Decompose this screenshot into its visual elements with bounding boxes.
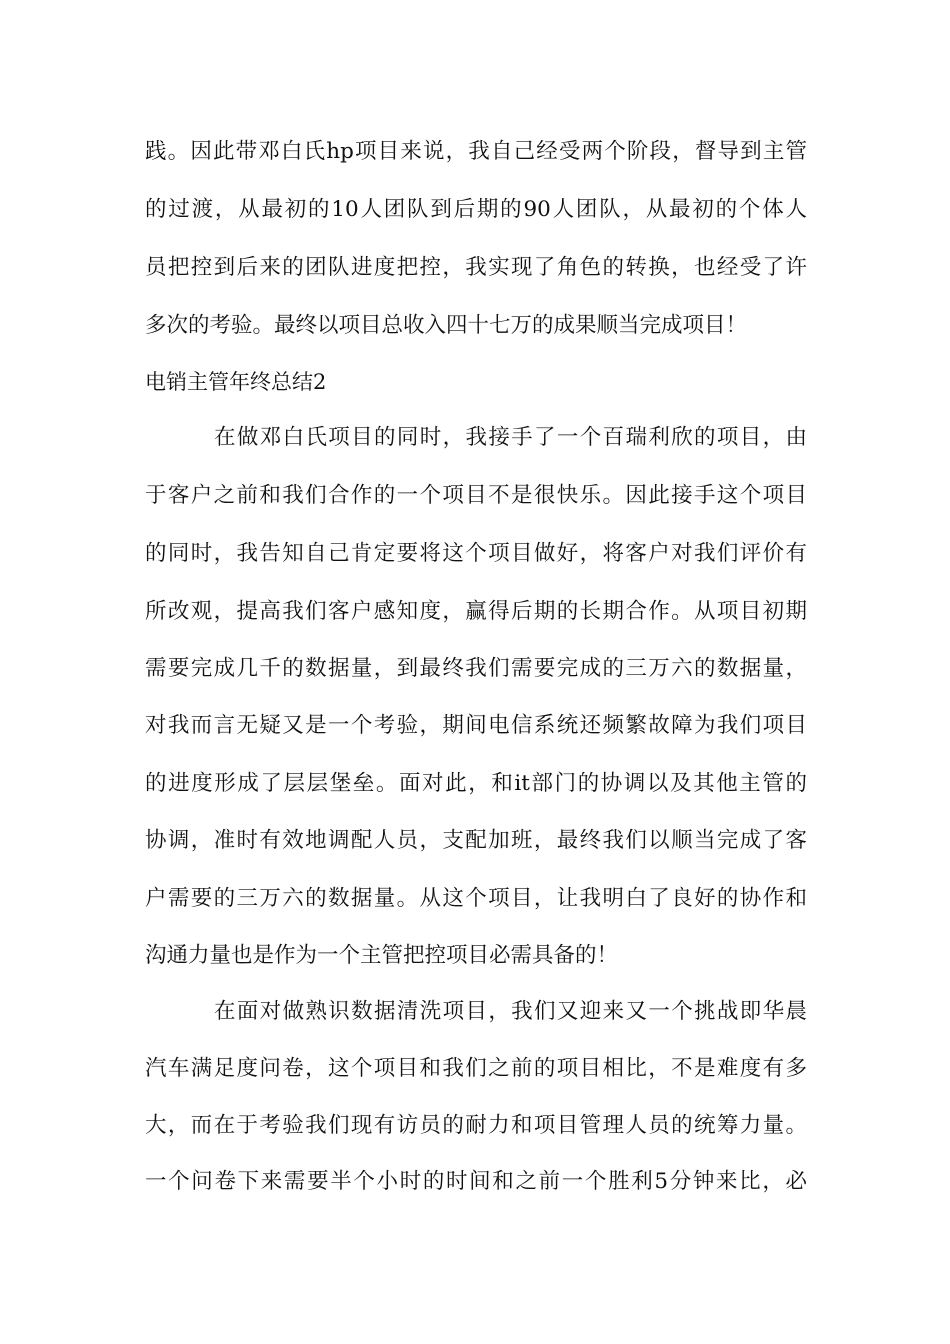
paragraph-2-line-3: 的同时，我告知自己肯定要将这个项目做好，将客户对我们评价有 xyxy=(145,541,807,566)
paragraph-2-line-5: 需要完成几千的数据量，到最终我们需要完成的三万六的数据量， xyxy=(145,656,807,681)
paragraph-1-line-4: 多次的考验。最终以项目总收入四十七万的成果顺当完成项目！ xyxy=(145,313,748,338)
paragraph-2-line-10: 沟通力量也是作为一个主管把控项目必需具备的！ xyxy=(145,943,619,968)
paragraph-2-line-9: 户需要的三万六的数据量。从这个项目，让我明白了良好的协作和 xyxy=(145,886,807,911)
paragraph-2-line-8: 协调，准时有效地调配人员，支配加班，最终我们以顺当完成了客 xyxy=(145,828,807,853)
paragraph-2-line-6: 对我而言无疑又是一个考验，期间电信系统还频繁故障为我们项目 xyxy=(145,713,807,738)
paragraph-3-line-3: 大，而在于考验我们现有访员的耐力和项目管理人员的统筹力量。 xyxy=(145,1113,807,1138)
paragraph-2-line-4: 所改观，提高我们客户感知度，赢得后期的长期合作。从项目初期 xyxy=(145,599,807,624)
paragraph-2-line-2: 于客户之前和我们合作的一个项目不是很快乐。因此接手这个项目 xyxy=(145,483,807,508)
section-heading: 电销主管年终总结2 xyxy=(145,370,327,394)
paragraph-3-line-4: 一个问卷下来需要半个小时的时间和之前一个胜利5分钟来比，必 xyxy=(145,1169,807,1194)
paragraph-1-line-3: 员把控到后来的团队进度把控，我实现了角色的转换，也经受了许 xyxy=(145,255,807,280)
paragraph-2-line-7: 的进度形成了层层堡垒。面对此，和it部门的协调以及其他主管的 xyxy=(145,771,807,796)
paragraph-3-line-2: 汽车满足度问卷，这个项目和我们之前的项目相比，不是难度有多 xyxy=(145,1056,807,1081)
paragraph-3-line-1: 在面对做熟识数据清洗项目，我们又迎来又一个挑战即华晨 xyxy=(214,999,807,1024)
paragraph-1-line-2: 的过渡，从最初的10人团队到后期的90人团队，从最初的个体人 xyxy=(145,197,807,222)
paragraph-2-line-1: 在做邓白氏项目的同时，我接手了一个百瑞利欣的项目，由 xyxy=(214,425,807,450)
paragraph-1-line-1: 践。因此带邓白氏hp项目来说，我自己经受两个阶段，督导到主管 xyxy=(145,139,807,164)
